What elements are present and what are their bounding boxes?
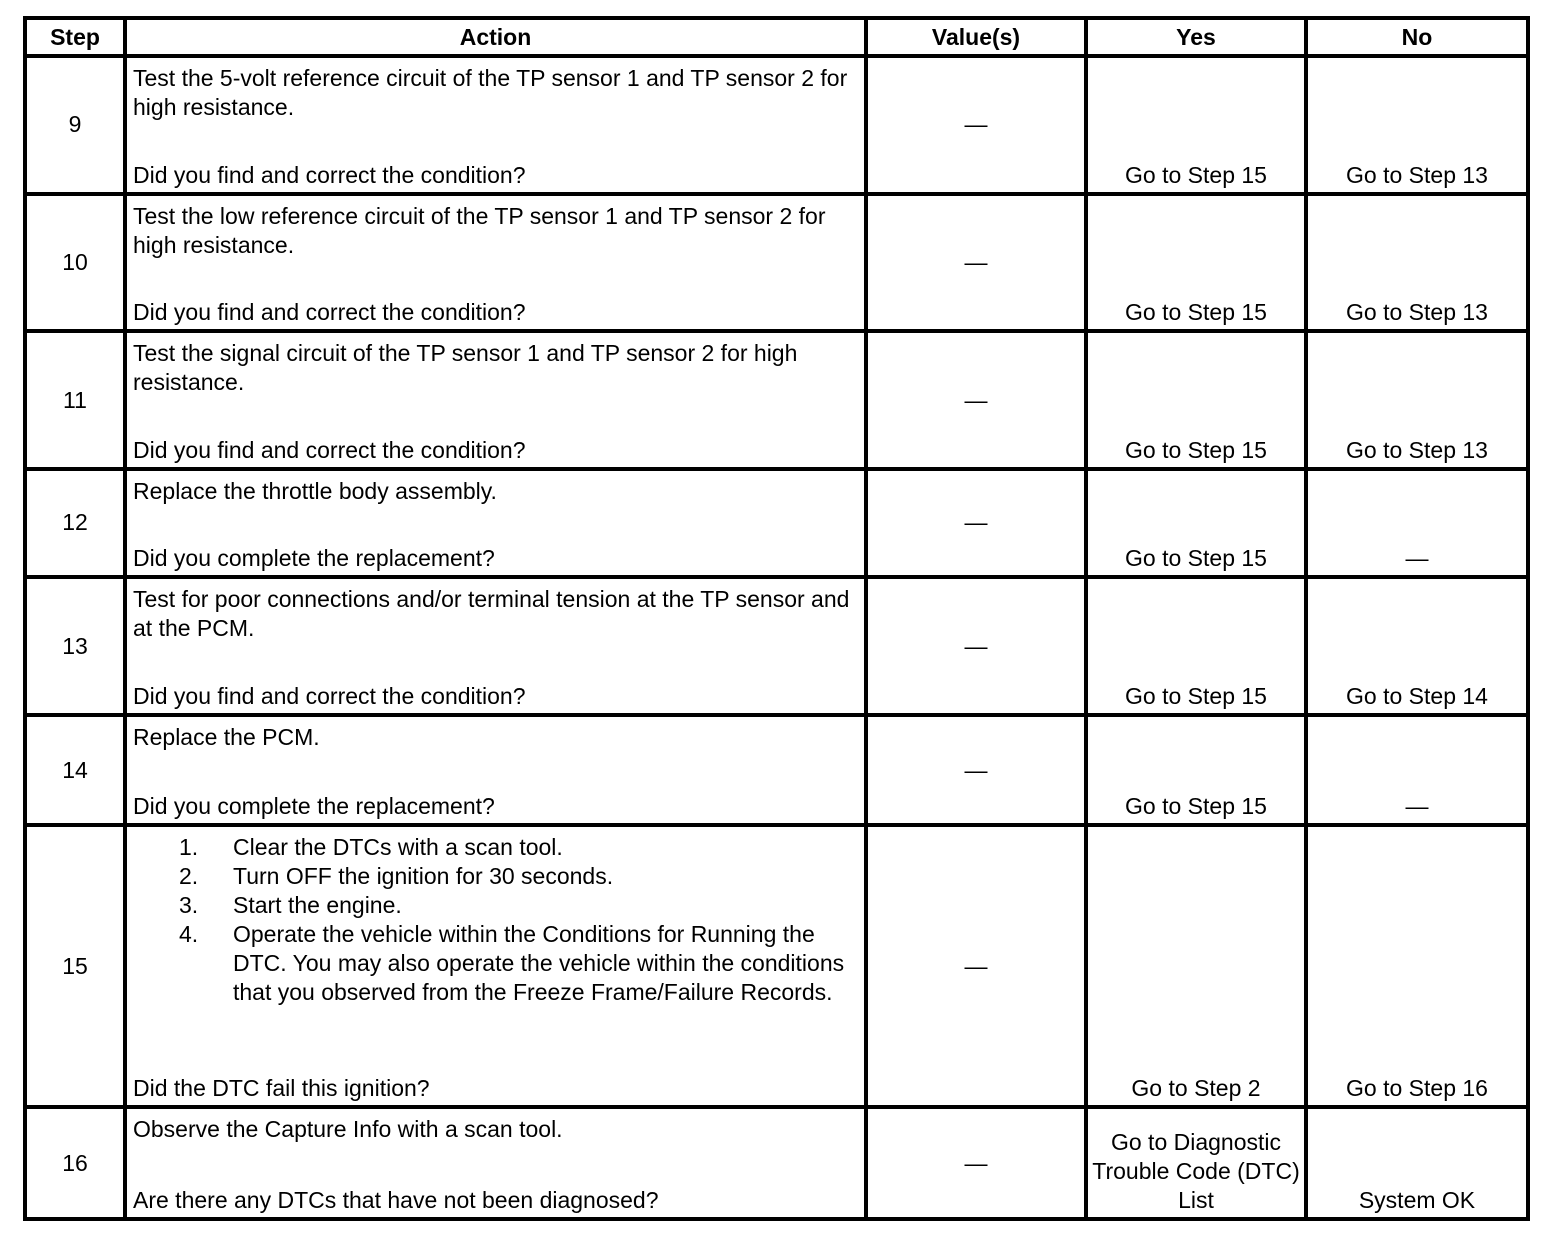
table-row bbox=[25, 1107, 1528, 1219]
step-number: 11 bbox=[25, 331, 125, 469]
yes-link[interactable]: Go to Step 15 bbox=[1086, 331, 1306, 469]
no-link[interactable]: Go to Step 13 bbox=[1306, 194, 1528, 332]
table-row bbox=[25, 331, 1528, 469]
yes-link[interactable]: Go to Step 15 bbox=[1086, 715, 1306, 825]
value-cell: — bbox=[866, 715, 1086, 825]
list-item: 2. Turn OFF the ignition for 30 seconds. bbox=[179, 862, 614, 889]
yes-link[interactable]: Go to Diagnostic Trouble Code (DTC) List bbox=[1086, 1107, 1306, 1219]
action-text: Test for poor connections and/or terminal tension at the TP sensor and at the PCM. bbox=[133, 585, 850, 641]
yes-link[interactable]: Go to Step 15 bbox=[1086, 469, 1306, 577]
yes-link[interactable]: Go to Step 15 bbox=[1086, 577, 1306, 716]
list-item: 4. Operate the vehicle within the Conditions for Running the DTC. You may also operate the vehicle within the conditions that you observed from the Freeze Frame/Failure Records. bbox=[179, 920, 845, 1005]
action-cell bbox=[125, 825, 866, 1107]
header-step: Step bbox=[25, 18, 125, 56]
header-row bbox=[25, 18, 1528, 56]
step-number: 16 bbox=[25, 1107, 125, 1219]
value-cell: — bbox=[866, 469, 1086, 577]
action-text: Test the low reference circuit of the TP sensor 1 and TP sensor 2 for high resistance. bbox=[133, 202, 826, 258]
header-no: No bbox=[1306, 18, 1528, 56]
action-cell bbox=[125, 56, 866, 194]
list-item: 3. Start the engine. bbox=[179, 891, 402, 918]
action-cell bbox=[125, 469, 866, 577]
procedure-list bbox=[179, 833, 860, 1007]
no-value: — bbox=[1306, 469, 1528, 577]
action-text: Replace the PCM. bbox=[133, 724, 320, 751]
value-cell: — bbox=[866, 1107, 1086, 1219]
table-row bbox=[25, 469, 1528, 577]
table-row bbox=[25, 715, 1528, 825]
header-yes: Yes bbox=[1086, 18, 1306, 56]
step-number: 13 bbox=[25, 577, 125, 716]
list-item: 1. Clear the DTCs with a scan tool. bbox=[179, 833, 563, 860]
action-question: Did you complete the replacement? bbox=[133, 544, 495, 571]
no-link[interactable]: Go to Step 14 bbox=[1306, 577, 1528, 716]
yes-link[interactable]: Go to Step 15 bbox=[1086, 194, 1306, 332]
step-number: 12 bbox=[25, 469, 125, 577]
yes-link[interactable]: Go to Step 15 bbox=[1086, 56, 1306, 194]
table-row bbox=[25, 56, 1528, 194]
action-question: Did you find and correct the condition? bbox=[133, 161, 526, 188]
value-cell: — bbox=[866, 56, 1086, 194]
action-cell bbox=[125, 331, 866, 469]
value-cell: — bbox=[866, 331, 1086, 469]
no-link[interactable]: Go to Step 13 bbox=[1306, 56, 1528, 194]
action-question: Did you find and correct the condition? bbox=[133, 437, 526, 464]
no-link[interactable]: Go to Step 16 bbox=[1306, 825, 1528, 1107]
yes-link[interactable]: Go to Step 2 bbox=[1086, 825, 1306, 1107]
step-number: 9 bbox=[25, 56, 125, 194]
value-cell: — bbox=[866, 194, 1086, 332]
no-result: System OK bbox=[1306, 1107, 1528, 1219]
action-text: Test the 5-volt reference circuit of the TP sensor 1 and TP sensor 2 for high resistance. bbox=[133, 65, 848, 120]
action-text: Test the signal circuit of the TP sensor 1 and TP sensor 2 for high resistance. bbox=[133, 340, 798, 396]
step-number: 14 bbox=[25, 715, 125, 825]
action-text: Replace the throttle body assembly. bbox=[133, 478, 497, 505]
value-cell: — bbox=[866, 825, 1086, 1107]
no-value: — bbox=[1306, 715, 1528, 825]
header-values: Value(s) bbox=[866, 18, 1086, 56]
action-question: Did you find and correct the condition? bbox=[133, 299, 526, 326]
action-cell bbox=[125, 577, 866, 716]
value-cell: — bbox=[866, 577, 1086, 716]
diagnostic-table bbox=[23, 16, 1530, 1221]
action-question: Did the DTC fail this ignition? bbox=[133, 1075, 430, 1102]
action-question: Are there any DTCs that have not been diagnosed? bbox=[133, 1187, 659, 1213]
table-row bbox=[25, 825, 1528, 1107]
no-link[interactable]: Go to Step 13 bbox=[1306, 331, 1528, 469]
action-cell bbox=[125, 194, 866, 332]
step-number: 15 bbox=[25, 825, 125, 1107]
action-question: Did you complete the replacement? bbox=[133, 792, 495, 819]
table-row bbox=[25, 577, 1528, 716]
action-cell bbox=[125, 1107, 866, 1219]
header-action: Action bbox=[125, 18, 866, 56]
action-question: Did you find and correct the condition? bbox=[133, 683, 526, 710]
step-number: 10 bbox=[25, 194, 125, 332]
action-cell bbox=[125, 715, 866, 825]
table-row bbox=[25, 194, 1528, 332]
action-text: Observe the Capture Info with a scan tool. bbox=[133, 1116, 563, 1143]
